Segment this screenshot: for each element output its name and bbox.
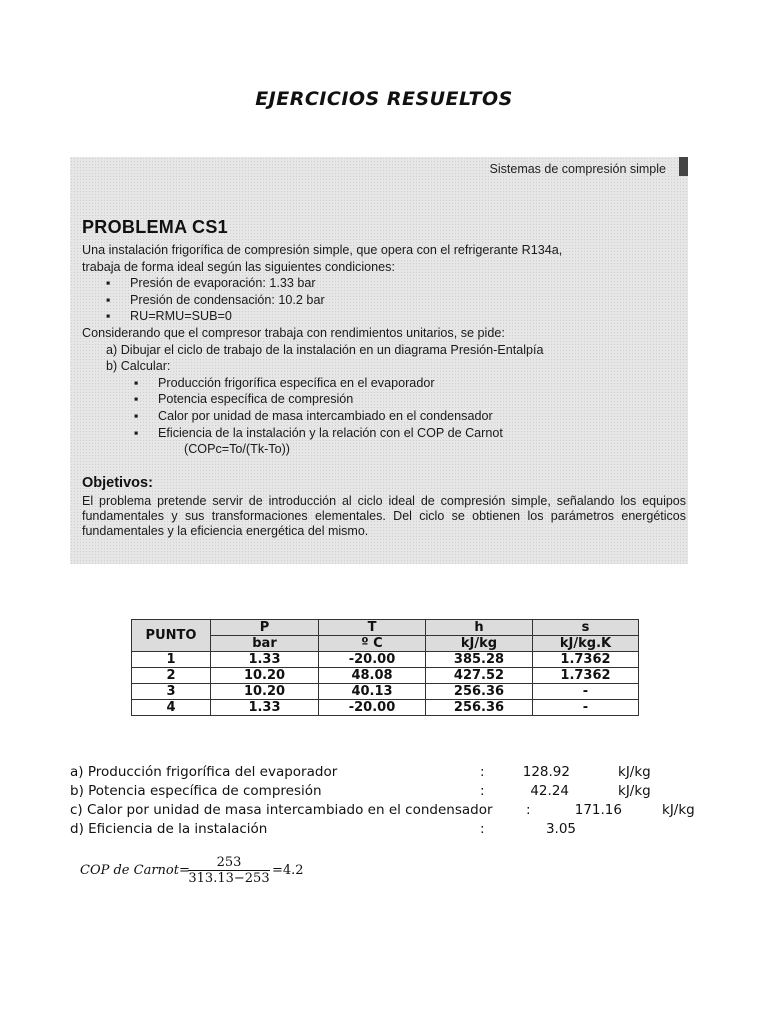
result-label: b) Potencia específica de compresión bbox=[70, 783, 322, 799]
result-value: 42.24 bbox=[530, 783, 569, 799]
thermo-points-table bbox=[131, 619, 639, 716]
objectives-text: El problema pretende servir de introducción al ciclo ideal de compresión simple, señalando los equipos fundamentales y sus transformaciones elementales. Del ciclo se obtienen los parámetros energéticos fundamentales y la eficiencia energética del mismo. bbox=[82, 494, 686, 538]
formula-numerator: 253 bbox=[216, 855, 242, 870]
calc-item-label: Producción frigorífica específica en el evaporador bbox=[158, 375, 435, 390]
calc-item-label: Eficiencia de la instalación y la relación con el COP de Carnot bbox=[158, 425, 503, 440]
scanned-problem-image bbox=[70, 157, 688, 564]
table-cell: 10.20 bbox=[211, 668, 319, 684]
column-unit: º C bbox=[319, 636, 426, 652]
page-title: EJERCICIOS RESUELTOS bbox=[255, 88, 513, 110]
table-cell: 385.28 bbox=[426, 652, 533, 668]
calc-item-label: Calor por unidad de masa intercambiado en el condensador bbox=[158, 408, 493, 423]
result-row bbox=[70, 783, 730, 802]
table-cell: 3 bbox=[132, 684, 211, 700]
table-cell: 256.36 bbox=[426, 700, 533, 716]
table-cell: 427.52 bbox=[426, 668, 533, 684]
result-colon: : bbox=[480, 764, 485, 780]
bullet-icon: ▪ bbox=[134, 375, 139, 390]
calc-item bbox=[82, 375, 682, 392]
column-header: s bbox=[533, 620, 639, 636]
problem-title: PROBLEMA CS1 bbox=[82, 217, 228, 237]
objectives-title: Objetivos: bbox=[82, 475, 153, 491]
calc-item bbox=[82, 425, 682, 442]
table-cell: 2 bbox=[132, 668, 211, 684]
table-cell: 10.20 bbox=[211, 684, 319, 700]
result-label: d) Eficiencia de la instalación bbox=[70, 821, 268, 837]
formula-fraction bbox=[186, 855, 272, 886]
result-row bbox=[70, 764, 730, 783]
result-value: 128.92 bbox=[522, 764, 570, 780]
result-row bbox=[70, 802, 730, 821]
result-colon: : bbox=[526, 802, 531, 818]
result-colon: : bbox=[480, 783, 485, 799]
item-a: a) Dibujar el ciclo de trabajo de la instalación en un diagrama Presión-Entalpía bbox=[106, 342, 544, 357]
table-cell: 1.7362 bbox=[533, 668, 639, 684]
table-row bbox=[132, 700, 639, 716]
result-unit: kJ/kg bbox=[662, 802, 695, 818]
result-label: c) Calor por unidad de masa intercambiado en el condensador bbox=[70, 802, 493, 818]
problem-body bbox=[82, 242, 682, 458]
table-cell: - bbox=[533, 700, 639, 716]
table-cell: 48.08 bbox=[319, 668, 426, 684]
table-cell: -20.00 bbox=[319, 652, 426, 668]
column-header-punto: PUNTO bbox=[132, 620, 211, 652]
table-row bbox=[132, 652, 639, 668]
bullet-icon: ▪ bbox=[134, 425, 139, 440]
result-row bbox=[70, 821, 730, 840]
bullet-icon: ▪ bbox=[134, 408, 139, 423]
formula-denominator: 313.13−253 bbox=[188, 871, 270, 886]
result-label: a) Producción frigorífica del evaporador bbox=[70, 764, 338, 780]
consider-text: Considerando que el compresor trabaja con rendimientos unitarios, se pide: bbox=[82, 325, 505, 340]
scan-header: Sistemas de compresión simple bbox=[489, 162, 666, 176]
corner-mark bbox=[679, 157, 688, 176]
column-header: h bbox=[426, 620, 533, 636]
table-cell: 4 bbox=[132, 700, 211, 716]
item-b: b) Calcular: bbox=[106, 359, 171, 374]
table-cell: 1.33 bbox=[211, 700, 319, 716]
column-unit: kJ/kg bbox=[426, 636, 533, 652]
condition-item: ▪ Presión de condensación: 10.2 bar bbox=[82, 292, 682, 309]
condition-item: ▪ Presión de evaporación: 1.33 bar bbox=[82, 275, 682, 292]
condition-item: ▪ RU=RMU=SUB=0 bbox=[82, 308, 682, 325]
table-cell: 256.36 bbox=[426, 684, 533, 700]
column-header: T bbox=[319, 620, 426, 636]
column-header: P bbox=[211, 620, 319, 636]
calc-item-label: Potencia específica de compresión bbox=[158, 392, 354, 407]
table-cell: - bbox=[533, 684, 639, 700]
formula-lhs bbox=[80, 863, 190, 878]
table-cell: -20.00 bbox=[319, 700, 426, 716]
calc-item bbox=[82, 391, 682, 408]
calc-item-continuation: (COPc=To/(Tk-To)) bbox=[184, 442, 291, 457]
formula-result: =4.2 bbox=[272, 863, 304, 878]
table-cell: 40.13 bbox=[319, 684, 426, 700]
intro-line-1: Una instalación frigorífica de compresión simple, que opera con el refrigerante R134a, bbox=[82, 243, 563, 257]
calc-item bbox=[82, 408, 682, 425]
bullet-icon: ▪ bbox=[134, 392, 139, 407]
intro-line-2: trabaja de forma ideal según las siguientes condiciones: bbox=[82, 259, 395, 274]
column-unit: bar bbox=[211, 636, 319, 652]
result-colon: : bbox=[480, 821, 485, 837]
table-row bbox=[132, 684, 639, 700]
result-unit: kJ/kg bbox=[618, 764, 651, 780]
table-cell: 1.7362 bbox=[533, 652, 639, 668]
formula-equals: = bbox=[178, 863, 190, 878]
result-value: 3.05 bbox=[545, 821, 576, 837]
results-list bbox=[70, 764, 730, 840]
table-row bbox=[132, 668, 639, 684]
formula-lhs-text: COP de Carnot bbox=[80, 863, 179, 878]
result-unit: kJ/kg bbox=[618, 783, 651, 799]
table-cell: 1 bbox=[132, 652, 211, 668]
table-header-row bbox=[132, 620, 639, 636]
column-unit: kJ/kg.K bbox=[533, 636, 639, 652]
result-value: 171.16 bbox=[574, 802, 622, 818]
table-cell: 1.33 bbox=[211, 652, 319, 668]
